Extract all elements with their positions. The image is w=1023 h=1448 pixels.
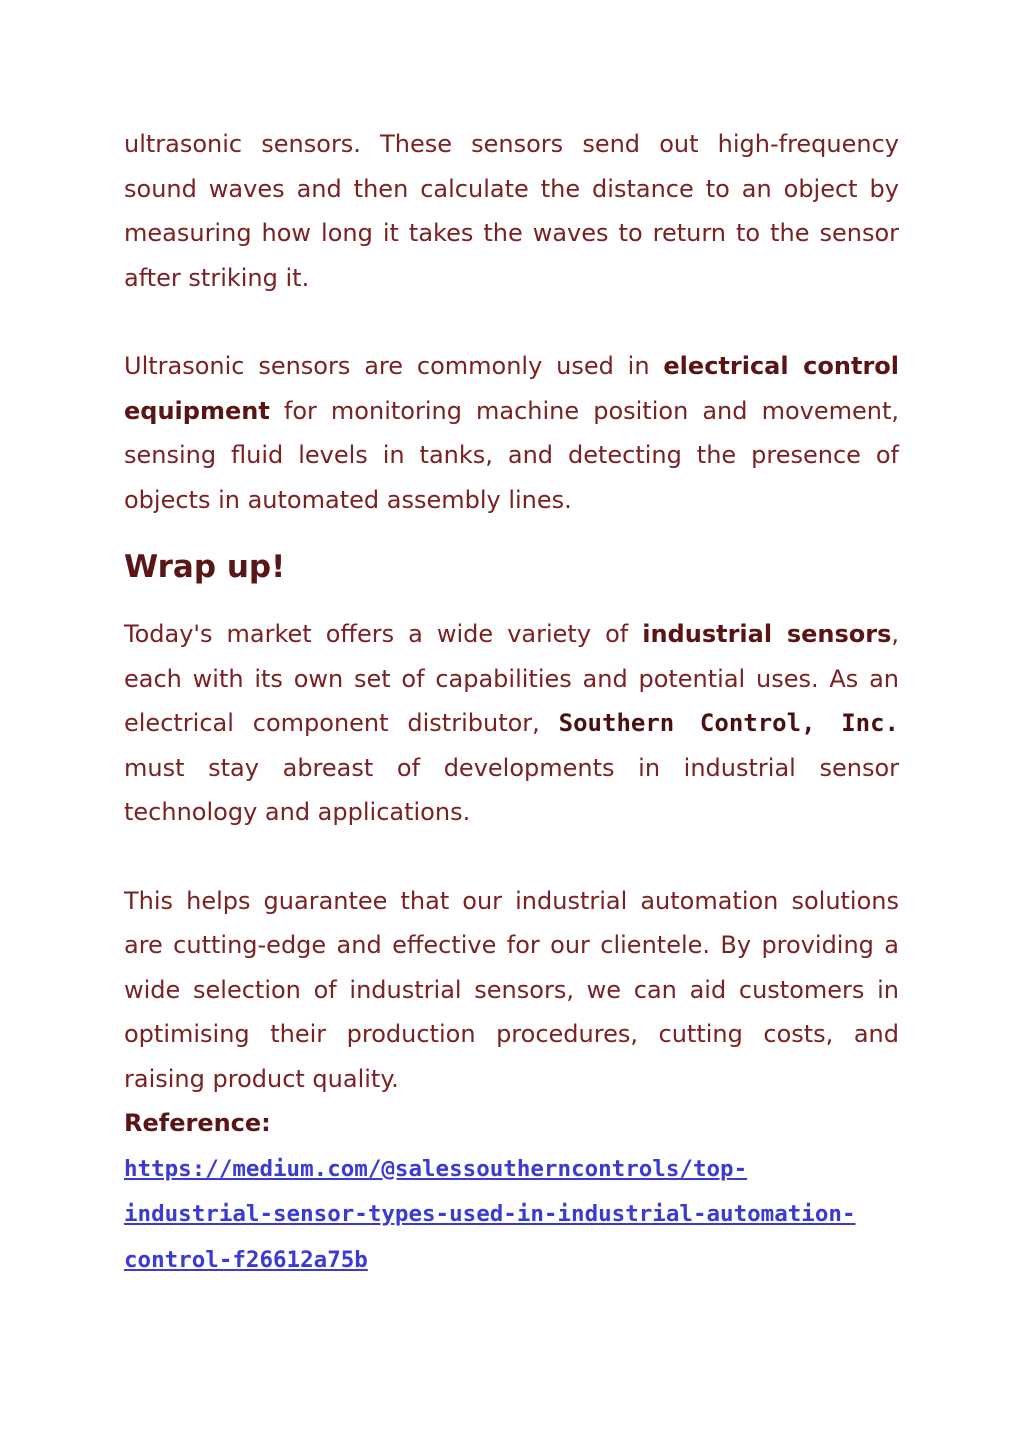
paragraph-text: Today's market offers a wide variety of (124, 620, 643, 648)
reference-label: Reference: (124, 1109, 271, 1137)
paragraph-gap (124, 835, 899, 879)
emphasis-electrical-control-equipment: electrical control equipment (124, 352, 899, 425)
paragraph-text: Ultrasonic sensors are commonly used in (124, 352, 664, 380)
paragraph-ultrasonic-intro: ultrasonic sensors. These sensors send out high-frequency sound waves and then calculate the distance to an object by measuring how long it takes the waves to return to the sensor after striking it. (124, 130, 899, 292)
paragraph-market (124, 612, 899, 835)
paragraph-guarantee: This helps guarantee that our industrial automation solutions are cutting-edge and effective for our clientele. By providing a wide selection of industrial sensors, we can aid customers in optimising their production procedures, cutting costs, and raising product quality. (124, 886, 899, 1093)
emphasis-company-name: Southern Control, Inc. (558, 709, 899, 737)
reference-link[interactable]: industrial-sensor-types-used-in-industrial-automation- (124, 1201, 856, 1227)
paragraph-text: must stay abreast of developments in industrial sensor technology and applications. (124, 753, 899, 826)
emphasis-industrial-sensors: industrial sensors (642, 620, 892, 648)
paragraph-ultrasonic-uses (124, 344, 899, 522)
paragraph-text: , each with its own set of capabilities and potential uses. As an electrical component distributor, (124, 620, 899, 737)
paragraph-text: for monitoring machine position and movement, sensing fluid levels in tanks, and detecting the presence of objects in automated assembly lines. (124, 396, 899, 514)
reference-link-line (124, 1191, 899, 1237)
reference-link-line (124, 1237, 899, 1283)
reference-link-line (124, 1146, 899, 1192)
document-page (124, 122, 899, 1282)
paragraph-gap (124, 300, 899, 344)
reference-link[interactable]: control-f26612a75b (124, 1246, 368, 1273)
reference-link[interactable]: https://medium.com/@salessoutherncontrols/top- (124, 1155, 748, 1182)
section-heading-wrap-up: Wrap up! (124, 549, 286, 585)
